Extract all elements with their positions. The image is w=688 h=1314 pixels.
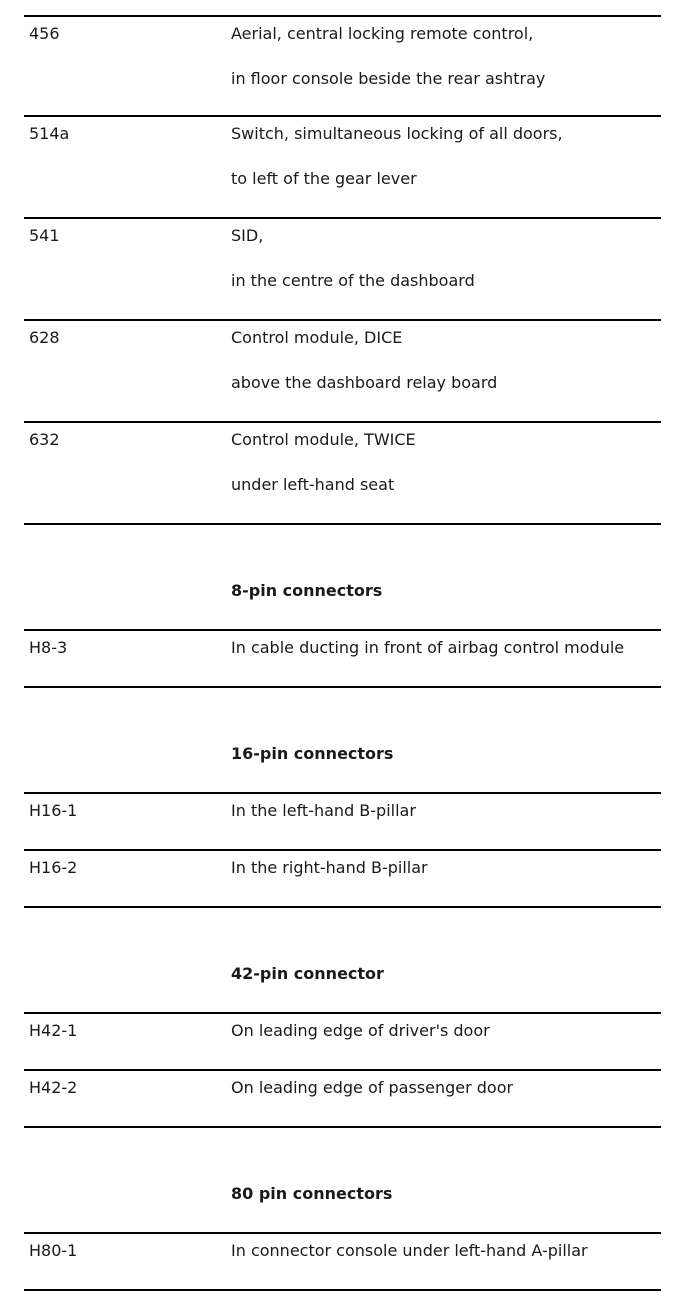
description-line: under left-hand seat (231, 475, 395, 494)
component-location-table (24, 15, 661, 1291)
connector-location: On leading edge of driver's door (231, 1021, 490, 1040)
connector-location: On leading edge of passenger door (231, 1078, 514, 1097)
table-row (24, 1234, 661, 1291)
component-description (231, 25, 545, 88)
connector-code: H16-1 (29, 801, 78, 820)
section-heading-row (24, 908, 661, 1014)
component-code: 632 (29, 430, 60, 449)
section-title: 80 pin connectors (231, 1184, 393, 1203)
table-row (24, 117, 661, 219)
connector-location: In cable ducting in front of airbag control module (231, 638, 625, 657)
connector-code: H80-1 (29, 1241, 78, 1260)
table-row (24, 15, 661, 117)
section-title: 16-pin connectors (231, 744, 394, 763)
section-heading-row (24, 688, 661, 794)
table-row (24, 631, 661, 688)
section-title: 8-pin connectors (231, 581, 383, 600)
connector-code: H8-3 (29, 638, 68, 657)
table-row (24, 794, 661, 851)
section-heading-row (24, 525, 661, 631)
section-heading-row (24, 1128, 661, 1234)
component-code: 456 (29, 24, 60, 43)
connector-code: H16-2 (29, 858, 78, 877)
description-line: Control module, TWICE (231, 430, 416, 449)
component-code: 541 (29, 226, 60, 245)
connector-location: In connector console under left-hand A-pillar (231, 1241, 588, 1260)
connector-location: In the right-hand B-pillar (231, 858, 428, 877)
table-row (24, 423, 661, 525)
description-line: SID, (231, 226, 264, 245)
description-line: to left of the gear lever (231, 169, 417, 188)
component-description (231, 125, 563, 188)
component-description (231, 431, 416, 494)
connector-code: H42-2 (29, 1078, 78, 1097)
description-line: Switch, simultaneous locking of all doors, (231, 124, 563, 143)
section-title: 42-pin connector (231, 964, 384, 983)
description-line: Aerial, central locking remote control, (231, 24, 534, 43)
description-line: in floor console beside the rear ashtray (231, 69, 546, 88)
connector-code: H42-1 (29, 1021, 78, 1040)
table-row (24, 1014, 661, 1071)
table-row (24, 219, 661, 321)
description-line: above the dashboard relay board (231, 373, 498, 392)
table-row (24, 1071, 661, 1128)
description-line: in the centre of the dashboard (231, 271, 475, 290)
connector-location: In the left-hand B-pillar (231, 801, 416, 820)
component-code: 628 (29, 328, 60, 347)
component-description (231, 227, 475, 290)
description-line: Control module, DICE (231, 328, 403, 347)
component-description (231, 329, 497, 392)
table-row (24, 321, 661, 423)
table-row (24, 851, 661, 908)
component-code: 514a (29, 124, 70, 143)
